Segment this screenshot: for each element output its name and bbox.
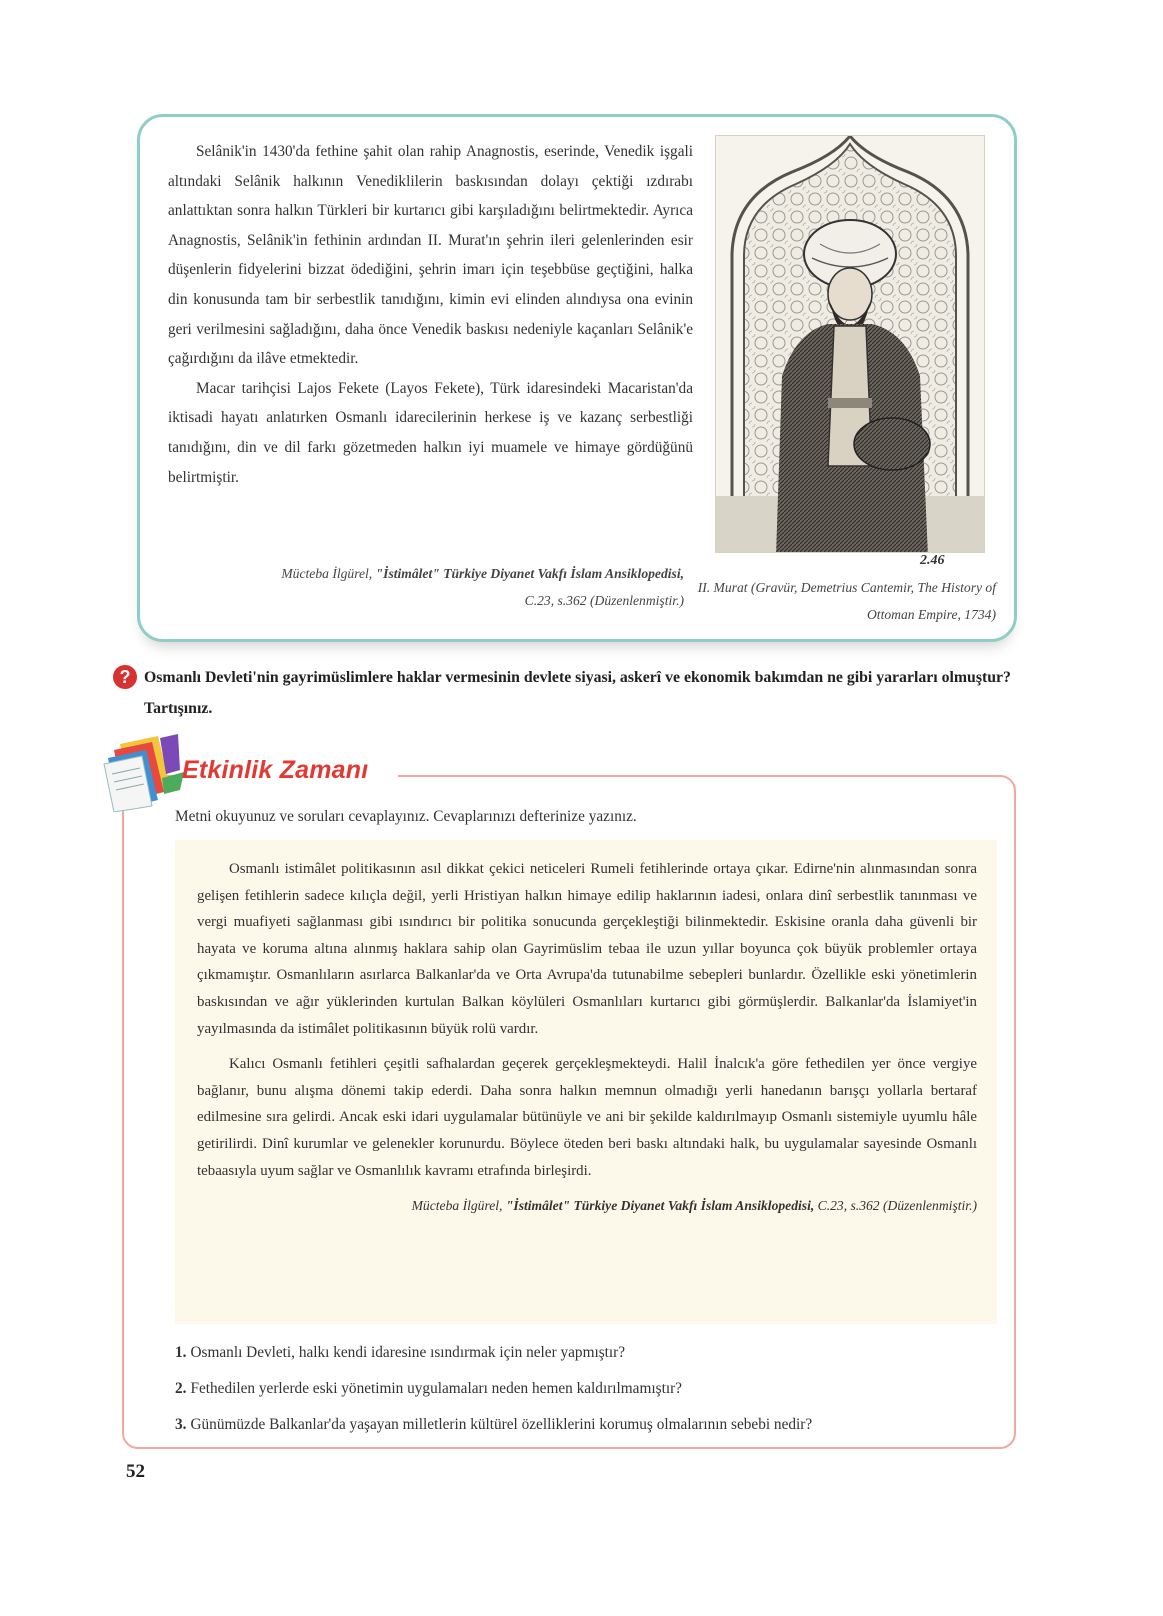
question-item [175, 1410, 812, 1446]
citation-work: "İstimâlet" Türkiye Diyanet Vakfı İslam Ansiklopedisi, [505, 1198, 815, 1214]
citation-author: Mücteba İlgürel, [281, 566, 376, 581]
question-item [175, 1374, 812, 1410]
citation-rest: C.23, s.362 (Düzenlenmiştir.) [524, 593, 684, 608]
source-box [137, 114, 1017, 642]
page-number: 52 [126, 1461, 145, 1482]
portrait-illustration [716, 136, 984, 552]
question-item-text: Fethedilen yerlerde eski yönetimin uygulamaları neden hemen kaldırılmamıştır? [190, 1380, 682, 1397]
citation-author: Mücteba İlgürel, [411, 1198, 506, 1214]
reading-citation [197, 1193, 977, 1220]
reading-paragraph: Kalıcı Osmanlı fetihleri çeşitli safhalardan geçerek gerçekleşmekteydi. Halil İnalcık'a göre fethedilen yer önce vergiye bağlanır, bunu alışma dönemi takip ederdi. Daha sonra halkın memnun olmadığı yerli hanedanın barışçı yollarla bertaraf edilmesine sıra gelirdi. Ancak eski idari uygulamalar bütünüyle ve ani bir şekilde kaldırılmayıp Osmanlı sistemiyle uyumlu hâle getirilirdi. Dinî kurumlar ve gelenekler korunurdu. Böylece öteden beri baskı altındaki halk, bu uygulamalar sayesinde Osmanlı tebaasıyla uyum sağlar ve Osmanlılık kavramı etrafında birleşirdi. [197, 1056, 977, 1179]
source-paragraph: Macar tarihçisi Lajos Fekete (Layos Fekete), Türk idaresindeki Macaristan'da iktisadi hayatı anlatırken Osmanlı idarecilerinin herkese iş ve kazanç serbestliği tanıdığını, din ve dil farkı gözetmeden halkın iyi muamele ve himaye gördüğünü belirtmiştir. [168, 379, 693, 486]
question-number: 2. [175, 1380, 187, 1397]
question-item-text: Osmanlı Devleti, halkı kendi idaresine ısındırmak için neler yapmıştır? [190, 1344, 626, 1361]
activity-questions [175, 1338, 812, 1446]
question-item-text: Günümüzde Balkanlar'da yaşayan milletlerin kültürel özelliklerini korumuş olmalarının sebebi nedir? [190, 1416, 813, 1433]
citation-rest: C.23, s.362 (Düzenlenmiştir.) [814, 1198, 977, 1214]
citation-work: "İstimâlet" Türkiye Diyanet Vakfı İslam Ansiklopedisi, [375, 566, 684, 581]
question-mark-icon: ? [113, 665, 137, 689]
portrait-engraving [715, 135, 985, 553]
reading-passage [175, 840, 997, 1324]
question-number: 1. [175, 1344, 187, 1361]
notebook-icon [100, 730, 184, 812]
reading-paragraph: Osmanlı istimâlet politikasının asıl dikkat çekici neticeleri Rumeli fetihlerinde ortaya çıkar. Edirne'nin alınmasından sonra gelişen fetihlerin sadece kılıçla değil, yerli Hristiyan halkın himaye edilip haklarının iadesi, onlara dinî serbestlik tanınması ve vergi muafiyeti sağlanması gibi ısındırıcı bir politika sonucunda gerçekleştiği bilinmektedir. Eskisine oranla daha güvenli bir hayata ve koruma altına alınmış haklara sahip olan Gayrimüslim tebaa ile uzun yıllar boyunca çok büyük problemler ortaya çıkmamıştır. Osmanlıların asırlarca Balkanlar'da ve Orta Avrupa'da tutunabilme sebepleri bunlardır. Özellikle eski yönetimlerin baskısından ve ağır yüklerinden kurtulan Balkan köylüleri Osmanlıları kurtarıcı gibi görmüşlerdir. Balkanlar'da İslamiyet'in yayılmasında da istimâlet politikasının büyük rolü vardır. [197, 861, 977, 1037]
source-paragraph: Selânik'in 1430'da fethine şahit olan rahip Anagnostis, eserinde, Venedik işgali altındaki Selânik halkının Venediklilerin baskısından dolayı çektiği ızdırabı anlattıktan sonra halkın Türkleri bir kurtarıcı gibi karşıladığını belirtmektedir. Ayrıca Anagnostis, Selânik'in fethinin ardından II. Murat'ın şehrin ileri gelenlerinden esir düşenlerin fidyelerini bizzat ödediğini, şehrin imarı için teşebbüse geçtiğini, halka din konusunda tam bir serbestlik tanıdığını, kimin evi elinden alındıysa ona evinin geri verilmesini sağladığını, daha önce Venedik baskısı nedeniyle kaçanları Selânik'e çağırdığını da ilâve etmektedir. [168, 143, 693, 368]
figure-caption: II. Murat (Gravür, Demetrius Cantemir, The History of Ottoman Empire, 1734) [697, 580, 996, 622]
figure-number: 2.46 [920, 553, 945, 568]
question-item [175, 1338, 812, 1374]
source-text [168, 137, 693, 492]
question-text: Osmanlı Devleti'nin gayrimüslimlere haklar vermesinin devlete siyasi, askerî ve ekonomik bakımdan ne gibi yararları olmuştur? Tartışınız. [144, 669, 1011, 717]
question-number: 3. [175, 1416, 187, 1433]
activity-title: Etkinlik Zamanı [182, 756, 369, 784]
discussion-question [113, 662, 1033, 724]
source-citation [264, 560, 684, 614]
activity-instruction: Metni okuyunuz ve soruları cevaplayınız. Cevaplarınızı defterinize yazınız. [175, 808, 637, 825]
